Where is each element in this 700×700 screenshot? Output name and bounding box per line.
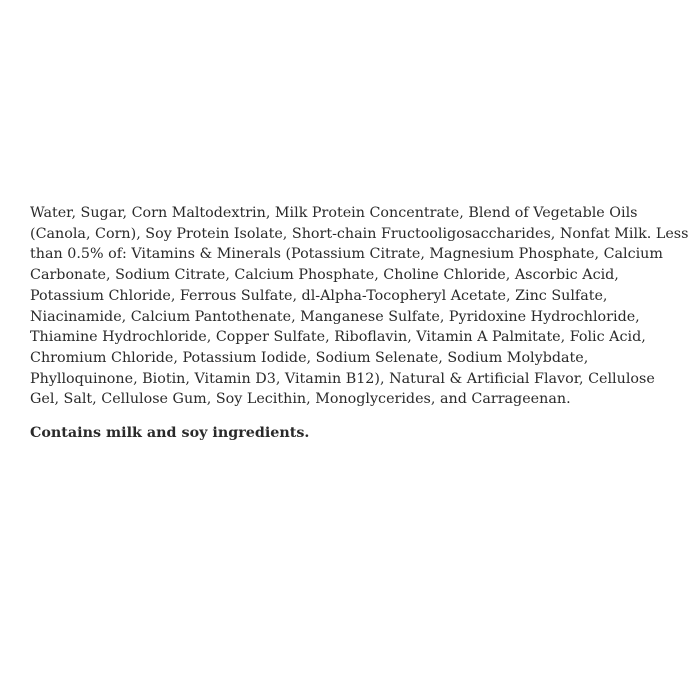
ingredients-list [30,203,689,410]
ingredients-line: than 0.5% of: Vitamins & Minerals (Potassium Citrate, Magnesium Phosphate, Calcium [30,246,663,263]
ingredients-line: Chromium Chloride, Potassium Iodide, Sodium Selenate, Sodium Molybdate, [30,349,589,366]
ingredients-line: Carbonate, Sodium Citrate, Calcium Phosphate, Choline Chloride, Ascorbic Acid, [30,267,619,284]
ingredients-label [30,203,689,444]
ingredients-line: Phylloquinone, Biotin, Vitamin D3, Vitamin B12), Natural & Artificial Flavor, Cellulose [30,370,655,387]
ingredients-line: (Canola, Corn), Soy Protein Isolate, Short-chain Fructooligosaccharides, Nonfat Milk. Less [30,225,689,242]
ingredients-line: Thiamine Hydrochloride, Copper Sulfate, Riboflavin, Vitamin A Palmitate, Folic Acid, [30,329,646,346]
ingredients-line: Gel, Salt, Cellulose Gum, Soy Lecithin, Monoglycerides, and Carrageenan. [30,391,571,408]
ingredients-line: Water, Sugar, Corn Maltodextrin, Milk Protein Concentrate, Blend of Vegetable Oils [30,205,638,221]
allergen-statement: Contains milk and soy ingredients. [30,425,310,442]
ingredients-line: Potassium Chloride, Ferrous Sulfate, dl-Alpha-Tocopheryl Acetate, Zinc Sulfate, [30,287,608,304]
ingredients-line: Niacinamide, Calcium Pantothenate, Manganese Sulfate, Pyridoxine Hydrochloride, [30,308,640,325]
